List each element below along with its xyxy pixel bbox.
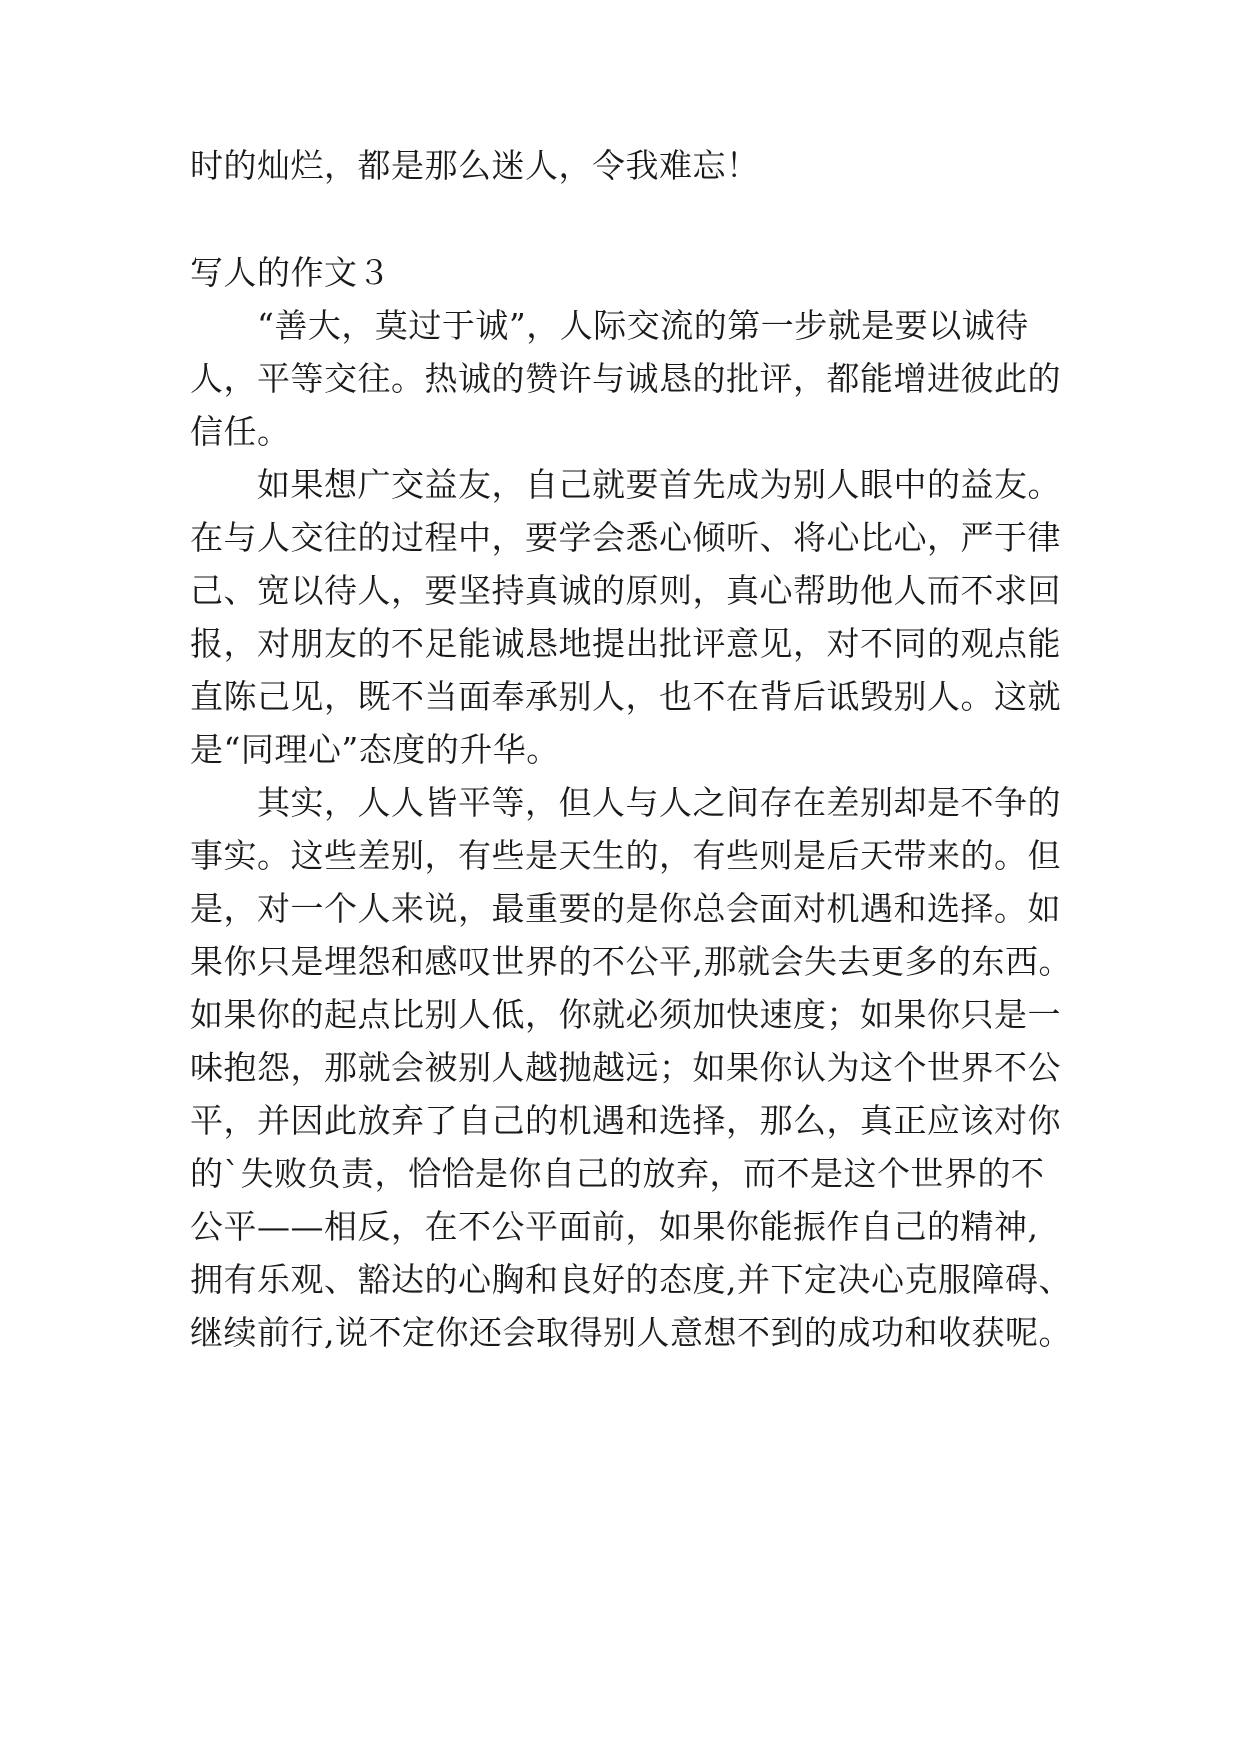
paragraph-3-line-5: 如果你的起点比别人低，你就必须加快速度；如果你只是一 bbox=[190, 995, 1061, 1034]
paragraph-2-line-5: 直陈己见，既不当面奉承别人，也不在背后诋毁别人。这就 bbox=[190, 677, 1061, 716]
paragraph-2-line-3: 己、宽以待人，要坚持真诚的原则，真心帮助他人而不求回 bbox=[190, 571, 1061, 610]
paragraph-3-line-3: 是，对一个人来说，最重要的是你总会面对机遇和选择。如 bbox=[190, 889, 1061, 928]
paragraph-2-line-4: 报，对朋友的不足能诚恳地提出批评意见，对不同的观点能 bbox=[190, 624, 1061, 663]
section-heading: 写人的作文３ bbox=[190, 253, 391, 292]
paragraph-3-line-4: 果你只是埋怨和感叹世界的不公平,那就会失去更多的东西。 bbox=[190, 942, 1072, 981]
paragraph-3-line-9: 公平——相反，在不公平面前，如果你能振作自己的精神, bbox=[190, 1207, 1039, 1246]
paragraph-3-line-10: 拥有乐观、豁达的心胸和良好的态度,并下定决心克服障碍、 bbox=[190, 1260, 1072, 1299]
paragraph-3-line-11: 继续前行,说不定你还会取得别人意想不到的成功和收获呢。 bbox=[190, 1313, 1072, 1352]
paragraph-3-line-8: 的`失败负责，恰恰是你自己的放弃，而不是这个世界的不 bbox=[190, 1154, 1045, 1193]
paragraph-3-line-1: 其实，人人皆平等，但人与人之间存在差别却是不争的 bbox=[257, 783, 1061, 822]
paragraph-3-line-6: 味抱怨，那就会被别人越抛越远；如果你认为这个世界不公 bbox=[190, 1048, 1061, 1087]
paragraph-1-line-2: 人，平等交往。热诚的赞许与诚恳的批评，都能增进彼此的 bbox=[190, 359, 1061, 398]
paragraph-3-line-7: 平，并因此放弃了自己的机遇和选择，那么，真正应该对你 bbox=[190, 1101, 1061, 1140]
paragraph-2-line-2: 在与人交往的过程中，要学会悉心倾听、将心比心，严于律 bbox=[190, 518, 1061, 557]
paragraph-2-line-1: 如果想广交益友，自己就要首先成为别人眼中的益友。 bbox=[257, 465, 1061, 504]
paragraph-1-line-3: 信任。 bbox=[190, 412, 291, 451]
continuation-line: 时的灿烂，都是那么迷人，令我难忘！ bbox=[190, 146, 760, 185]
paragraph-2-line-6: 是“同理心”态度的升华。 bbox=[190, 730, 560, 769]
paragraph-1-line-1: “善大，莫过于诚”，人际交流的第一步就是要以诚待 bbox=[257, 306, 1029, 345]
paragraph-3-line-2: 事实。这些差别，有些是天生的，有些则是后天带来的。但 bbox=[190, 836, 1061, 875]
